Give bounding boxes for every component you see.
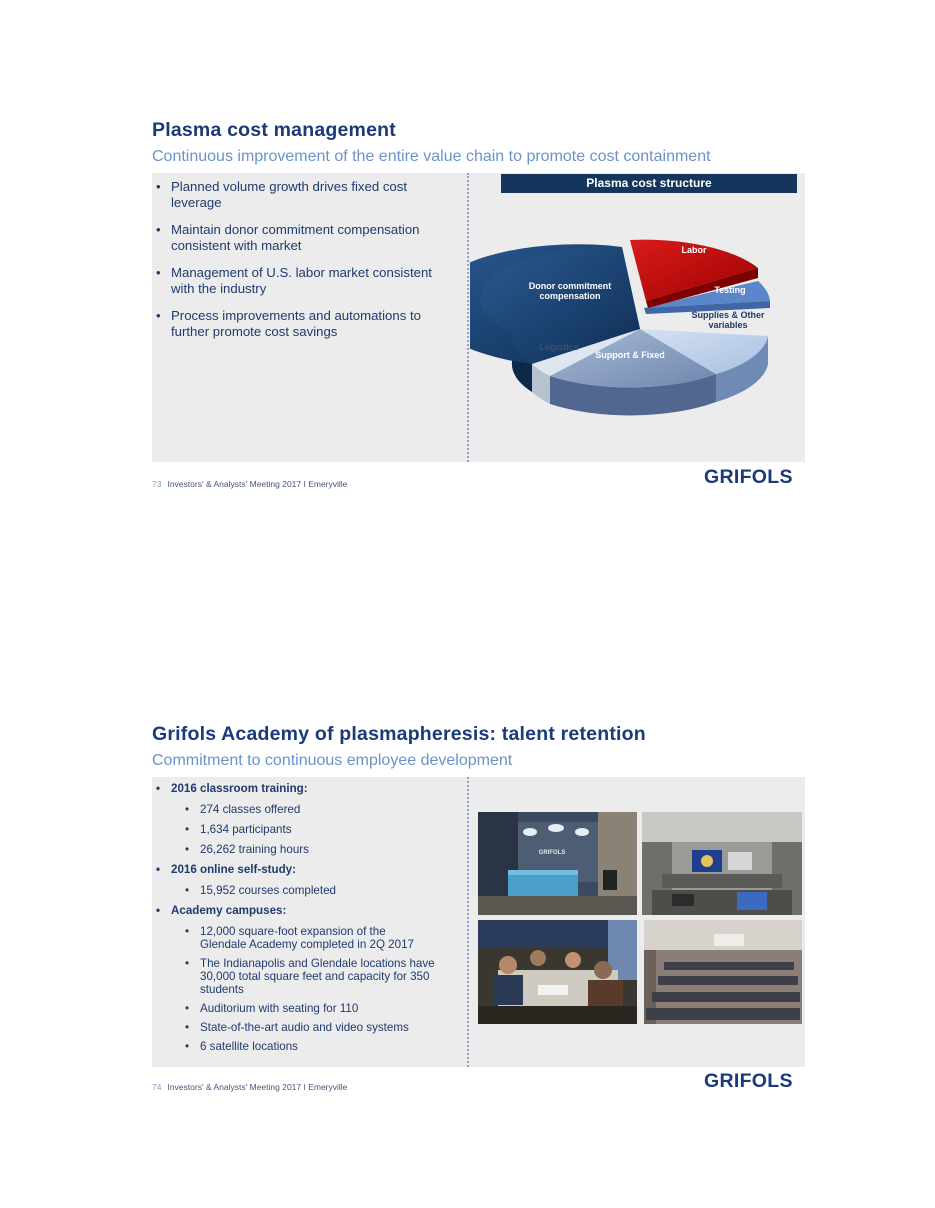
- chart-title: Plasma cost structure: [501, 174, 797, 193]
- label-testing: Testing: [714, 285, 746, 295]
- photo-academy-reception: [478, 812, 637, 915]
- photo-students-in-class: [478, 920, 637, 1024]
- training-list: [152, 782, 452, 1053]
- slide-subtitle: Continuous improvement of the entire value chain to promote cost containment: [152, 148, 711, 165]
- label-donor: Donor commitment compensation: [528, 281, 612, 301]
- slide-subtitle: Commitment to continuous employee development: [152, 752, 513, 769]
- label-support: Support & Fixed: [595, 350, 665, 360]
- list-item: • 26,262 training hours: [152, 843, 452, 856]
- list-item: • The Indianapolis and Glendale locations have 30,000 total square feet and capacity for 350 students: [152, 957, 440, 996]
- footer-text: Investors' & Analysts' Meeting 2017 I Emeryville: [167, 1082, 348, 1092]
- page-number: 74: [152, 1082, 162, 1092]
- section-heading: • 2016 classroom training:: [152, 782, 452, 795]
- bullet-item: • Process improvements and automations to further promote cost savings: [152, 308, 442, 340]
- list-item: • 1,634 participants: [152, 823, 452, 836]
- photo-auditorium: [644, 920, 802, 1024]
- bullet-item: • Management of U.S. labor market consistent with the industry: [152, 265, 442, 297]
- panel-divider: [467, 777, 469, 1067]
- list-item: • 12,000 square-foot expansion of the Glendale Academy completed in 2Q 2017: [152, 925, 430, 951]
- slide-title: Plasma cost management: [152, 119, 396, 141]
- label-logistics: Logistics: [539, 342, 579, 352]
- footer-text: Investors' & Analysts' Meeting 2017 I Emeryville: [167, 479, 348, 489]
- label-labor: Labor: [681, 245, 707, 255]
- section-heading: • 2016 online self-study:: [152, 863, 452, 876]
- bullet-item: • Planned volume growth drives fixed cost leverage: [152, 179, 442, 211]
- section-heading: • Academy campuses:: [152, 904, 452, 917]
- list-item: • Auditorium with seating for 110: [152, 1002, 452, 1015]
- grifols-logo: GRIFOLS: [704, 466, 793, 488]
- list-item: • 6 satellite locations: [152, 1040, 452, 1053]
- photo-classroom-front: [642, 812, 802, 915]
- list-item: • 274 classes offered: [152, 803, 452, 816]
- list-item: • 15,952 courses completed: [152, 884, 452, 897]
- slide-footer: [152, 1082, 347, 1092]
- page-number: 73: [152, 479, 162, 489]
- list-item: • State-of-the-art audio and video systems: [152, 1021, 452, 1034]
- label-supplies: Supplies & Other variables: [691, 310, 765, 330]
- slide-title: Grifols Academy of plasmapheresis: talent retention: [152, 723, 646, 745]
- bullet-item: • Maintain donor commitment compensation consistent with market: [152, 222, 442, 254]
- reception-sign: GRIFOLS: [538, 850, 566, 856]
- grifols-logo: GRIFOLS: [704, 1070, 793, 1092]
